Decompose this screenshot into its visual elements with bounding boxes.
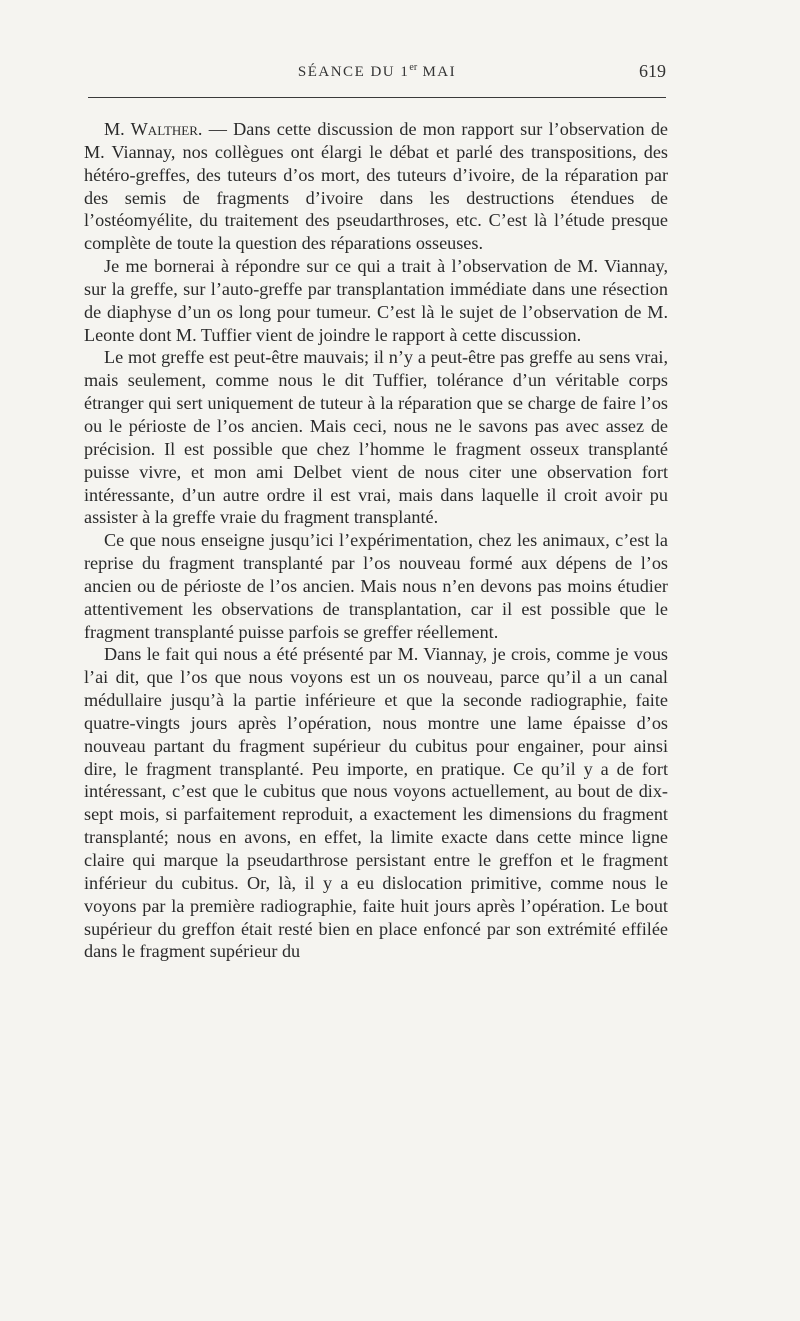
paragraph-2: Je me bornerai à répondre sur ce qui a trait à l’observation de M. Viannay, sur la greffe, sur l’auto-greffe par transplantation immédiate dans une résection de diaphyse d’un os long pour tumeur. C’est là le sujet de l’observation de M. Leonte dont M. Tuffier vient de joindre le rapport à cette discussion. xyxy=(84,256,668,345)
body-text xyxy=(84,118,668,963)
paragraph-5: Dans le fait qui nous a été présenté par M. Viannay, je crois, comme je vous l’ai dit, que l’os que nous voyons est un os nouveau, parce qu’il a un canal médullaire jusqu’à la partie inférieure et que la seconde radiographie, faite quatre-vingts jours après l’opération, nous montre une lame épaisse d’os nouveau partant du fragment supérieur du cubitus pour engainer, pour ainsi dire, le fragment transplanté. Peu importe, en pratique. Ce qu’il y a de fort intéressant, c’est que le cubitus que nous voyons actuellement, au bout de dix-sept mois, si parfaitement reproduit, a exactement les dimensions du fragment transplanté; nous en avons, en effet, la limite exacte dans cette mince ligne claire qui marque la pseudarthrose persistant entre le greffon et le fragment inférieur du cubitus. Or, là, il y a eu dislocation primitive, comme nous le voyons par la première radiographie, faite huit jours après l’opération. Le bout supérieur du greffon était resté bien en place enfoncé par son extrémité effilée dans le fragment supérieur du xyxy=(84,644,668,962)
paragraph-3: Le mot greffe est peut-être mauvais; il n’y a peut-être pas greffe au sens vrai, mais seulement, comme nous le dit Tuffier, tolérance d’un véritable corps étranger qui sert uniquement de tuteur à la réparation que se charge de faire l’os ou le périoste de l’os ancien. Mais ceci, nous ne le savons pas avec assez de précision. Il est possible que chez l’homme le fragment osseux transplanté puisse vivre, et mon ami Delbet vient de nous citer une observation fort intéressante, d’un autre ordre il est vrai, mais dans laquelle il croit avoir pu assister à la greffe vraie du fragment transplanté. xyxy=(84,347,668,528)
page-number: 619 xyxy=(639,61,666,81)
running-title-superscript: er xyxy=(409,62,418,73)
running-title-suffix: MAI xyxy=(417,64,457,80)
paragraph-1 xyxy=(84,118,668,255)
paragraph-4: Ce que nous enseigne jusqu’ici l’expérimentation, chez les animaux, c’est la reprise du fragment transplanté par l’os nouveau formé aux dépens de l’os ancien ou de périoste de l’os ancien. Mais nous n’en devons pas moins étudier attentivement les observations de transplantation, car il est possible que le fragment transplanté puisse parfois se greffer réellement. xyxy=(84,530,668,642)
paragraph-1-text: — Dans cette discussion de mon rapport sur l’observation de M. Viannay, nos collègues ont élargi le débat et parlé des transpositions, des hétéro-greffes, des tuteurs d’os mort, des tuteurs d’ivoire, de la réparation par des semis de fragments d’ivoire dans les destructions étendues de l’ostéomyélite, du traitement des pseudarthroses, etc. C’est là l’étude presque complète de toute la question des réparations osseuses. xyxy=(84,119,668,254)
header-rule xyxy=(88,97,666,98)
running-head xyxy=(88,62,666,84)
speaker-name: M. Walther. xyxy=(104,119,203,139)
running-title xyxy=(88,62,666,81)
running-title-prefix: SÉANCE DU 1 xyxy=(297,64,410,80)
